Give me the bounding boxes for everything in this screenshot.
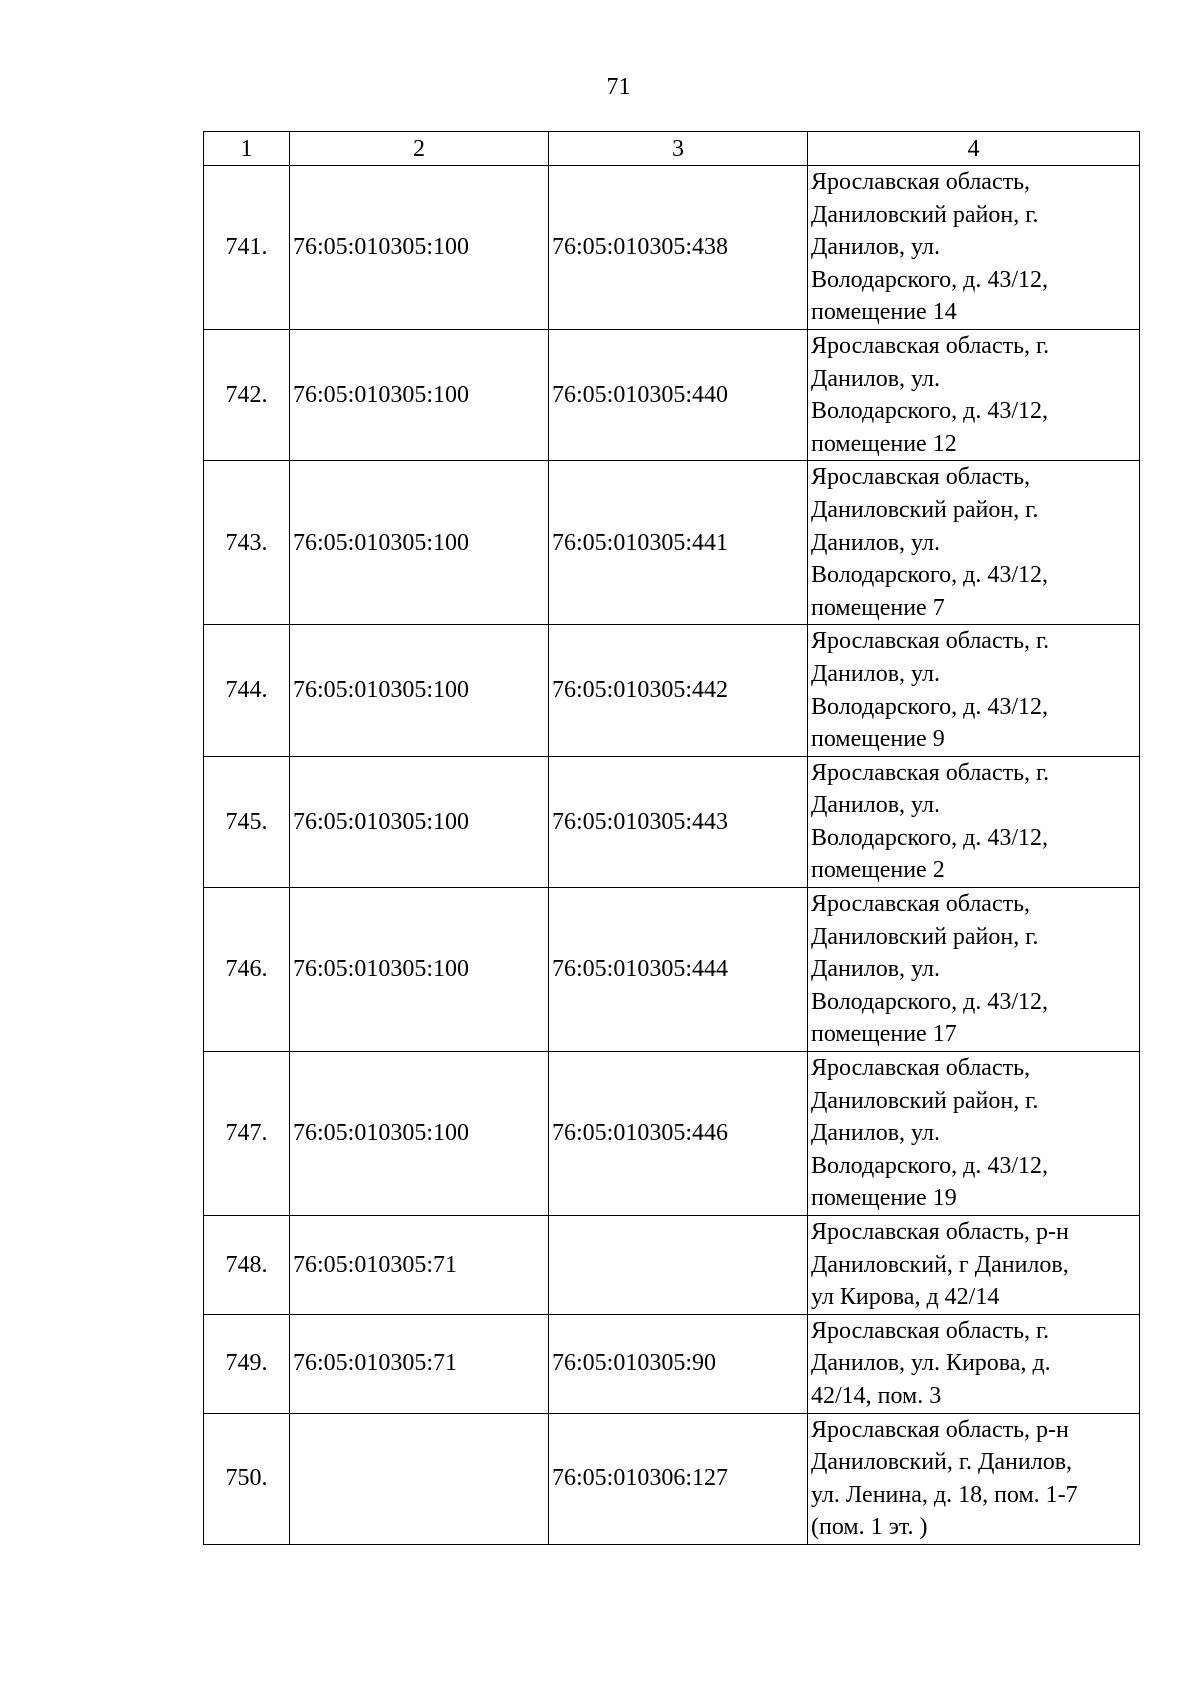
cadastral-number-cell: 76:05:010305:443 bbox=[549, 756, 808, 887]
table-row bbox=[204, 888, 1140, 1052]
table-header-row bbox=[204, 132, 1140, 166]
cadastral-number-cell: 76:05:010305:90 bbox=[549, 1314, 808, 1413]
address-line: Ярославская область, bbox=[811, 891, 1031, 918]
table-row bbox=[204, 756, 1140, 887]
address-cell bbox=[808, 166, 1140, 330]
row-number-cell: 745. bbox=[204, 756, 290, 887]
address-cell bbox=[808, 888, 1140, 1052]
address-line: помещение 19 bbox=[811, 1185, 957, 1212]
row-number-cell: 743. bbox=[204, 461, 290, 625]
address-line: Данилов, ул. Кирова, д. bbox=[811, 1350, 1051, 1377]
address-line: Даниловский, г Данилов, bbox=[811, 1251, 1069, 1278]
header-cell: 3 bbox=[549, 132, 808, 166]
address-line: помещение 2 bbox=[811, 857, 945, 884]
address-line: Володарского, д. 43/12, bbox=[811, 266, 1049, 293]
parent-cadastral-cell: 76:05:010305:100 bbox=[290, 329, 549, 460]
address-line: Ярославская область, р-н bbox=[811, 1219, 1069, 1245]
address-line: Данилов, ул. bbox=[811, 365, 940, 392]
address-line: помещение 7 bbox=[811, 594, 945, 621]
row-number-cell: 744. bbox=[204, 625, 290, 756]
address-line: Володарского, д. 43/12, bbox=[811, 398, 1049, 425]
table-row bbox=[204, 329, 1140, 460]
address-line: Ярославская область, г. bbox=[811, 628, 1050, 655]
address-line: Ярославская область, г. bbox=[811, 332, 1050, 359]
cadastral-number-cell: 76:05:010305:444 bbox=[549, 888, 808, 1052]
address-cell bbox=[808, 1216, 1140, 1315]
address-line: Володарского, д. 43/12, bbox=[811, 1152, 1049, 1179]
address-line: Даниловский район, г. bbox=[811, 201, 1039, 228]
row-number-cell: 742. bbox=[204, 329, 290, 460]
address-line: (пом. 1 эт. ) bbox=[811, 1514, 928, 1541]
address-line: Ярославская область, р-н bbox=[811, 1416, 1069, 1443]
address-line: 42/14, пом. 3 bbox=[811, 1382, 942, 1409]
header-cell: 1 bbox=[204, 132, 290, 166]
address-line: Данилов, ул. bbox=[811, 792, 940, 819]
row-number-cell: 746. bbox=[204, 888, 290, 1052]
address-line: Данилов, ул. bbox=[811, 529, 940, 556]
parent-cadastral-cell: 76:05:010305:71 bbox=[290, 1216, 549, 1315]
table-row bbox=[204, 1052, 1140, 1216]
address-line: Ярославская область, bbox=[811, 1055, 1031, 1082]
row-number-cell: 749. bbox=[204, 1314, 290, 1413]
address-line: Ярославская область, г. bbox=[811, 759, 1050, 786]
cadastral-number-cell: 76:05:010305:438 bbox=[549, 166, 808, 330]
address-cell bbox=[808, 625, 1140, 756]
address-cell bbox=[808, 461, 1140, 625]
cadastral-number-cell: 76:05:010305:441 bbox=[549, 461, 808, 625]
header-cell: 2 bbox=[290, 132, 549, 166]
table-row bbox=[204, 166, 1140, 330]
address-line: Даниловский район, г. bbox=[811, 496, 1039, 523]
parent-cadastral-cell: 76:05:010305:100 bbox=[290, 1052, 549, 1216]
address-line: помещение 17 bbox=[811, 1021, 957, 1048]
table-row bbox=[204, 1413, 1140, 1544]
address-line: Володарского, д. 43/12, bbox=[811, 562, 1049, 589]
parent-cadastral-cell: 76:05:010305:100 bbox=[290, 756, 549, 887]
address-line: Володарского, д. 43/12, bbox=[811, 693, 1049, 720]
page-number: 71 bbox=[606, 74, 631, 100]
address-line: Даниловский район, г. bbox=[811, 923, 1039, 950]
parent-cadastral-cell bbox=[290, 1413, 549, 1544]
cadastral-number-cell: 76:05:010306:127 bbox=[549, 1413, 808, 1544]
address-cell bbox=[808, 756, 1140, 887]
address-cell bbox=[808, 1413, 1140, 1544]
registry-table bbox=[203, 131, 1140, 1545]
address-line: Данилов, ул. bbox=[811, 1120, 940, 1147]
table-row bbox=[204, 1314, 1140, 1413]
parent-cadastral-cell: 76:05:010305:100 bbox=[290, 888, 549, 1052]
cadastral-number-cell: 76:05:010305:440 bbox=[549, 329, 808, 460]
address-line: Даниловский, г. Данилов, bbox=[811, 1449, 1073, 1476]
address-line: Данилов, ул. bbox=[811, 660, 940, 687]
cadastral-number-cell: 76:05:010305:446 bbox=[549, 1052, 808, 1216]
parent-cadastral-cell: 76:05:010305:100 bbox=[290, 625, 549, 756]
address-cell bbox=[808, 1314, 1140, 1413]
address-line: Володарского, д. 43/12, bbox=[811, 824, 1049, 851]
address-line: Данилов, ул. bbox=[811, 956, 940, 983]
cadastral-number-cell bbox=[549, 1216, 808, 1315]
address-cell bbox=[808, 1052, 1140, 1216]
cadastral-number-cell: 76:05:010305:442 bbox=[549, 625, 808, 756]
parent-cadastral-cell: 76:05:010305:71 bbox=[290, 1314, 549, 1413]
address-line: Ярославская область, г. bbox=[811, 1317, 1050, 1344]
header-cell: 4 bbox=[808, 132, 1140, 166]
address-line: помещение 12 bbox=[811, 430, 957, 457]
table-row bbox=[204, 625, 1140, 756]
address-line: помещение 9 bbox=[811, 726, 945, 753]
address-line: ул. Ленина, д. 18, пом. 1-7 bbox=[811, 1481, 1078, 1508]
address-cell bbox=[808, 329, 1140, 460]
address-line: ул Кирова, д 42/14 bbox=[811, 1284, 1000, 1311]
row-number-cell: 747. bbox=[204, 1052, 290, 1216]
address-line: Данилов, ул. bbox=[811, 234, 940, 261]
table-row bbox=[204, 1216, 1140, 1315]
address-line: помещение 14 bbox=[811, 299, 957, 326]
parent-cadastral-cell: 76:05:010305:100 bbox=[290, 166, 549, 330]
address-line: Даниловский район, г. bbox=[811, 1087, 1039, 1114]
parent-cadastral-cell: 76:05:010305:100 bbox=[290, 461, 549, 625]
address-line: Ярославская область, bbox=[811, 464, 1031, 491]
table-row bbox=[204, 461, 1140, 625]
address-line: Ярославская область, bbox=[811, 169, 1031, 195]
row-number-cell: 748. bbox=[204, 1216, 290, 1315]
address-line: Володарского, д. 43/12, bbox=[811, 988, 1049, 1015]
row-number-cell: 750. bbox=[204, 1413, 290, 1544]
row-number-cell: 741. bbox=[204, 166, 290, 330]
